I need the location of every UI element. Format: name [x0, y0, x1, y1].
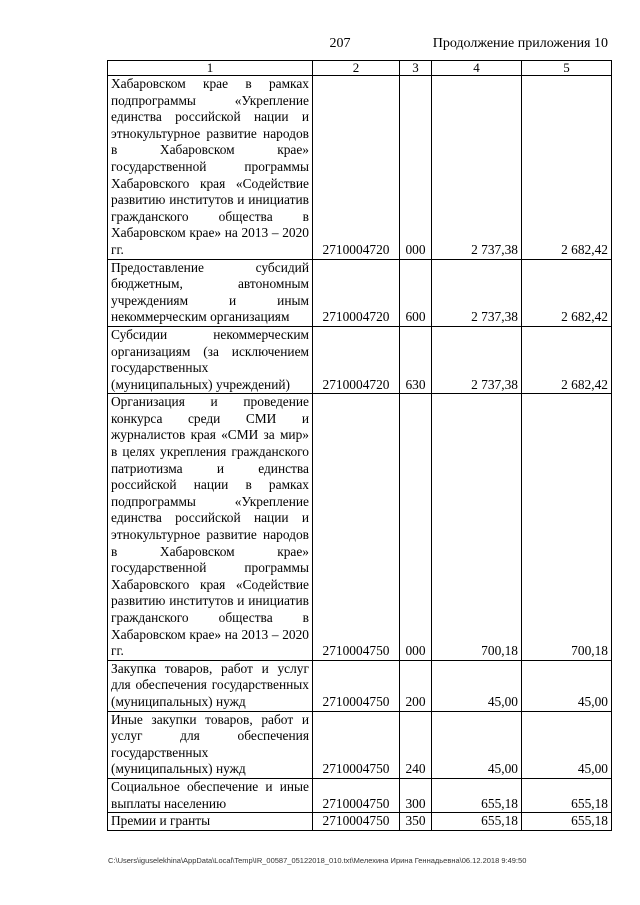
column-header: 5: [522, 61, 612, 76]
column-header: 4: [432, 61, 522, 76]
row-sum-col5: 45,00: [522, 711, 612, 778]
row-sum-col5: 45,00: [522, 660, 612, 711]
column-header: 1: [108, 61, 313, 76]
table-row: [108, 813, 612, 831]
row-target-article: 2710004720: [313, 76, 400, 260]
row-name: Субсидии некоммерческим организациям (за исключением государственных (муниципальных) учреждений): [108, 326, 313, 393]
row-name: Предоставление субсидий бюджетным, автономным учреждениям и иным некоммерческим организациям: [108, 259, 313, 326]
row-sum-col4: 2 737,38: [432, 76, 522, 260]
row-target-article: 2710004750: [313, 778, 400, 812]
row-sum-col5: 2 682,42: [522, 76, 612, 260]
table-row: [108, 259, 612, 326]
row-sum-col5: 700,18: [522, 394, 612, 661]
row-sum-col4: 655,18: [432, 778, 522, 812]
row-expense-type: 200: [400, 660, 432, 711]
row-name: Премии и гранты: [108, 813, 313, 831]
row-sum-col4: 655,18: [432, 813, 522, 831]
row-sum-col5: 2 682,42: [522, 259, 612, 326]
file-path-footer: C:\Users\iguselekhina\AppData\Local\Temp\IR_00587_05122018_010.txt\Мелехина Ирина Геннадьевна\06.12.2018 9:49:50: [108, 856, 527, 865]
row-target-article: 2710004750: [313, 813, 400, 831]
budget-table: [107, 60, 612, 831]
row-sum-col4: 2 737,38: [432, 326, 522, 393]
table-row: [108, 326, 612, 393]
table-row: [108, 76, 612, 260]
row-name: Иные закупки товаров, работ и услуг для обеспечения государственных (муниципальных) нужд: [108, 711, 313, 778]
page-number: 207: [329, 36, 351, 51]
row-name: Организация и проведение конкурса среди СМИ и журналистов края «СМИ за мир» в целях укрепления гражданского патриотизма и единства российской нации в рамках подпрограммы «Укрепление единства российской нации и этнокультурное развитие народов в Хабаровском крае» государственной программы Хабаровского края «Содействие развитию институтов и инициатив гражданского общества в Хабаровском крае» на 2013 – 2020 гг.: [108, 394, 313, 661]
table-header-row: [108, 61, 612, 76]
row-sum-col4: 45,00: [432, 660, 522, 711]
row-target-article: 2710004750: [313, 660, 400, 711]
row-name: Социальное обеспечение и иные выплаты населению: [108, 778, 313, 812]
column-header: 3: [400, 61, 432, 76]
column-header: 2: [313, 61, 400, 76]
row-sum-col5: 655,18: [522, 778, 612, 812]
appendix-continuation-label: Продолжение приложения 10: [432, 36, 608, 51]
row-target-article: 2710004750: [313, 711, 400, 778]
row-name: Закупка товаров, работ и услуг для обеспечения государственных (муниципальных) нужд: [108, 660, 313, 711]
row-expense-type: 300: [400, 778, 432, 812]
row-target-article: 2710004750: [313, 394, 400, 661]
row-expense-type: 630: [400, 326, 432, 393]
row-sum-col5: 655,18: [522, 813, 612, 831]
row-expense-type: 240: [400, 711, 432, 778]
row-sum-col5: 2 682,42: [522, 326, 612, 393]
row-expense-type: 350: [400, 813, 432, 831]
row-target-article: 2710004720: [313, 259, 400, 326]
table-row: [108, 778, 612, 812]
row-sum-col4: 45,00: [432, 711, 522, 778]
row-expense-type: 600: [400, 259, 432, 326]
row-expense-type: 000: [400, 394, 432, 661]
table-row: [108, 711, 612, 778]
row-target-article: 2710004720: [313, 326, 400, 393]
table-row: [108, 394, 612, 661]
row-sum-col4: 2 737,38: [432, 259, 522, 326]
row-sum-col4: 700,18: [432, 394, 522, 661]
row-expense-type: 000: [400, 76, 432, 260]
table-row: [108, 660, 612, 711]
row-name: Хабаровском крае в рамках подпрограммы «Укрепление единства российской нации и этнокультурное развитие народов в Хабаровском крае» государственной программы Хабаровского края «Содействие развитию институтов и инициатив гражданского общества в Хабаровском крае» на 2013 – 2020 гг.: [108, 76, 313, 260]
